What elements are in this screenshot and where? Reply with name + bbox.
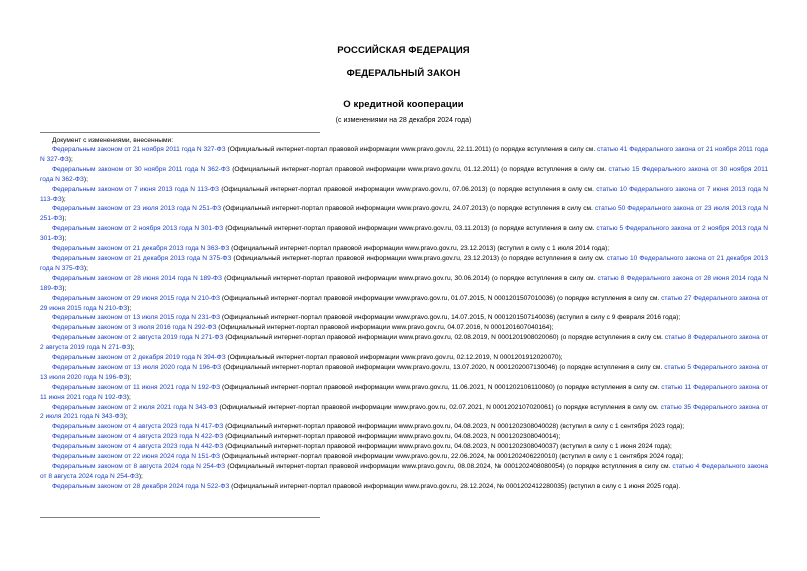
amendment-law-link[interactable]: Федеральным законом от 21 декабря 2013 года N 363-ФЗ: [52, 245, 230, 253]
amendment-publication-text: (Официальный интернет-портал правовой информации www.pravo.gov.ru, 02.08.2019, N 0001201908020060) (о порядке вступления в силу см.: [223, 334, 665, 342]
amendment-law-link[interactable]: Федеральным законом от 13 июля 2020 года N 196-ФЗ: [52, 363, 222, 371]
amendment-publication-text: (Официальный интернет-портал правовой информации www.pravo.gov.ru, 11.06.2021, N 0001202106110060) (о порядке вступления в силу см.: [220, 383, 662, 391]
amendment-closing-text: );: [138, 472, 143, 480]
amendment-item: [40, 294, 768, 314]
amendment-law-link[interactable]: Федеральным законом от 22 июня 2024 года N 151-ФЗ: [52, 453, 221, 461]
amendment-article-link[interactable]: статью 27 Федерального закона от 29 июня 2015 года N 210-ФЗ: [40, 294, 768, 312]
amendment-law-link[interactable]: Федеральным законом от 4 августа 2023 года N 417-ФЗ: [52, 423, 224, 431]
amendment-item: [40, 363, 768, 383]
amendment-article-link[interactable]: статью 5 Федерального закона от 2 ноября 2013 года N 301-ФЗ: [40, 225, 769, 243]
document-title: О кредитной кооперации: [343, 99, 464, 110]
amendment-publication-text: (Официальный интернет-портал правовой информации www.pravo.gov.ru, 01.07.2015, N 0001201507010036) (о порядке вступления в силу см.: [220, 294, 662, 302]
amendment-law-link[interactable]: Федеральным законом от 4 августа 2023 года N 442-ФЗ: [52, 443, 224, 451]
amendment-item: [40, 432, 768, 442]
amendment-item: [40, 422, 768, 432]
amendment-publication-text: (Официальный интернет-портал правовой информации www.pravo.gov.ru, 03.11.2013) (о порядке вступления в силу см.: [223, 225, 597, 233]
amendment-closing-text: );: [83, 175, 88, 183]
amendment-publication-text: (Официальный интернет-портал правовой информации www.pravo.gov.ru, 28.12.2024, № 0001202412280035) (вступил в силу с 1 июня 2025 года).: [229, 482, 681, 490]
amendment-law-link[interactable]: Федеральным законом от 2 декабря 2019 года N 394-ФЗ: [52, 354, 226, 362]
amendment-article-link[interactable]: статью 8 Федерального закона от 2 августа 2019 года N 271-ФЗ: [40, 334, 769, 352]
amendments-list: [40, 145, 768, 492]
amendment-publication-text: (Официальный интернет-портал правовой информации www.pravo.gov.ru, 23.12.2013) (вступил в силу с 1 июля 2014 года);: [229, 245, 610, 253]
amendment-closing-text: );: [62, 235, 67, 243]
amendment-closing-text: );: [126, 393, 131, 401]
amendment-law-link[interactable]: Федеральным законом от 11 июня 2021 года N 192-ФЗ: [52, 383, 221, 391]
amendment-item: [40, 313, 768, 323]
amendment-law-link[interactable]: Федеральным законом от 2 ноября 2013 года N 301-ФЗ: [52, 225, 224, 233]
amendment-law-link[interactable]: Федеральным законом от 29 июня 2015 года N 210-ФЗ: [52, 294, 221, 302]
amendment-publication-text: (Официальный интернет-портал правовой информации www.pravo.gov.ru, 30.06.2014) (о порядке вступления в силу см.: [222, 274, 598, 282]
amendment-item: [40, 254, 768, 274]
amendment-article-link[interactable]: статью 50 Федерального закона от 23 июля 2013 года N 251-ФЗ: [40, 205, 768, 223]
amendment-article-link[interactable]: статью 5 Федерального закона от 13 июля 2020 года N 196-ФЗ: [40, 363, 769, 381]
amendment-article-link[interactable]: статью 11 Федерального закона от 11 июня 2021 года N 192-ФЗ: [40, 383, 768, 401]
amendment-article-link[interactable]: статью 4 Федерального закона от 8 августа 2024 года N 254-ФЗ: [40, 463, 769, 480]
amendment-closing-text: );: [61, 195, 66, 203]
amendment-article-link[interactable]: статью 10 Федерального закона от 7 июня 2013 года N 113-ФЗ: [40, 185, 769, 203]
amendment-publication-text: (Официальный интернет-портал правовой информации www.pravo.gov.ru, 01.12.2011) (о порядке вступления в силу см.: [229, 165, 609, 173]
amendment-item: [40, 224, 768, 244]
amendment-publication-text: (Официальный интернет-портал правовой информации www.pravo.gov.ru, 04.08.2023, N 0001202308040037) (вступил в силу с 1 июня 2024 года);: [223, 443, 672, 451]
amendment-item: [40, 244, 768, 254]
amendment-closing-text: );: [62, 215, 67, 223]
amendment-publication-text: (Официальный интернет-портал правовой информации www.pravo.gov.ru, 23.12.2013) (о порядке вступления в силу см.: [231, 254, 607, 262]
amendment-item: [40, 274, 768, 294]
amendment-law-link[interactable]: Федеральным законом от 3 июля 2016 года N 292-ФЗ: [52, 324, 217, 332]
amendment-item: [40, 165, 768, 185]
amendment-item: [40, 462, 768, 482]
amendment-item: [40, 353, 768, 363]
amendment-item: [40, 442, 768, 452]
amendment-publication-text: (Официальный интернет-портал правовой информации www.pravo.gov.ru, 04.08.2023, N 0001202308040014);: [223, 433, 561, 441]
amendment-item: [40, 482, 768, 492]
amendment-law-link[interactable]: Федеральным законом от 2 августа 2019 года N 271-ФЗ: [52, 334, 224, 342]
amendment-closing-text: );: [127, 373, 132, 381]
revision-note: (с изменениями на 28 декабря 2024 года): [335, 117, 472, 124]
amendment-publication-text: (Официальный интернет-портал правовой информации www.pravo.gov.ru, 07.06.2013) (о порядке вступления в силу см.: [219, 185, 597, 193]
amendment-publication-text: (Официальный интернет-портал правовой информации www.pravo.gov.ru, 24.07.2013) (о порядке вступления в силу см.: [221, 205, 595, 213]
top-divider: [40, 132, 320, 133]
amendment-law-link[interactable]: Федеральным законом от 30 ноября 2011 года N 362-ФЗ: [52, 165, 230, 173]
amendment-publication-text: (Официальный интернет-портал правовой информации www.pravo.gov.ru, 02.07.2021, N 0001202107020061) (о порядке вступления в силу см.: [217, 403, 661, 411]
amendment-closing-text: );: [123, 413, 128, 421]
amendment-closing-text: );: [68, 155, 73, 163]
amendment-item: [40, 403, 768, 423]
amendment-item: [40, 452, 768, 462]
amendment-article-link[interactable]: статью 15 Федерального закона от 30 ноября 2011 года N 362-ФЗ: [40, 165, 768, 183]
amendment-closing-text: );: [127, 304, 132, 312]
amendment-law-link[interactable]: Федеральным законом от 21 ноября 2011 года N 327-ФЗ: [52, 146, 226, 153]
amendment-law-link[interactable]: Федеральным законом от 8 августа 2024 года N 254-ФЗ: [52, 463, 226, 470]
amendment-law-link[interactable]: Федеральным законом от 7 июня 2013 года N 113-ФЗ: [52, 185, 219, 193]
amendment-publication-text: (Официальный интернет-портал правовой информации www.pravo.gov.ru, 04.08.2023, N 0001202308040028) (вступил в силу с 1 сентября 2023 года);: [223, 423, 685, 431]
amendment-law-link[interactable]: Федеральным законом от 4 августа 2023 года N 422-ФЗ: [52, 433, 224, 441]
amendment-closing-text: );: [83, 264, 88, 272]
amendment-publication-text: (Официальный интернет-портал правовой информации www.pravo.gov.ru, 22.11.2011) (о порядке вступления в силу см.: [225, 146, 598, 153]
document-type-heading: ФЕДЕРАЛЬНЫЙ ЗАКОН: [346, 68, 461, 79]
amendment-item: [40, 323, 768, 333]
amendment-article-link[interactable]: статью 41 Федерального закона от 21 ноября 2011 года N 327-ФЗ: [40, 146, 768, 163]
amendment-law-link[interactable]: Федеральным законом от 28 декабря 2024 года N 522-ФЗ: [52, 482, 230, 490]
amendment-publication-text: (Официальный интернет-портал правовой информации www.pravo.gov.ru, 22.06.2024, № 0001202406220010) (вступил в силу с 1 сентября 2024 года);: [220, 453, 684, 461]
amendments-intro: Документ с изменениями, внесенными:: [52, 137, 174, 144]
amendment-law-link[interactable]: Федеральным законом от 28 июня 2014 года N 189-ФЗ: [52, 274, 223, 282]
amendment-item: [40, 145, 768, 165]
amendment-item: [40, 185, 768, 205]
bottom-divider: [40, 517, 320, 518]
amendment-article-link[interactable]: статью 8 Федерального закона от 28 июня 2014 года N 189-ФЗ: [40, 274, 768, 292]
amendment-publication-text: (Официальный интернет-портал правовой информации www.pravo.gov.ru, 02.12.2019, N 0001201912020070);: [225, 354, 563, 362]
amendment-closing-text: );: [62, 284, 67, 292]
amendment-article-link[interactable]: статью 10 Федерального закона от 21 декабря 2013 года N 375-ФЗ: [40, 254, 768, 272]
amendment-law-link[interactable]: Федеральным законом от 21 декабря 2013 года N 375-ФЗ: [52, 254, 232, 262]
amendment-item: [40, 333, 768, 353]
amendment-item: [40, 204, 768, 224]
amendment-publication-text: (Официальный интернет-портал правовой информации www.pravo.gov.ru, 04.07.2016, N 0001201607040164);: [216, 324, 554, 332]
amendment-publication-text: (Официальный интернет-портал правовой информации www.pravo.gov.ru, 08.08.2024, № 0001202408080054) (о порядке вступления в силу см.: [225, 463, 673, 470]
amendment-item: [40, 383, 768, 403]
amendment-law-link[interactable]: Федеральным законом от 23 июля 2013 года N 251-ФЗ: [52, 205, 222, 213]
amendment-article-link[interactable]: статью 35 Федерального закона от 2 июля 2021 года N 343-ФЗ: [40, 403, 768, 421]
amendment-publication-text: (Официальный интернет-портал правовой информации www.pravo.gov.ru, 13.07.2020, N 0001202007130046) (о порядке вступления в силу см.: [221, 363, 665, 371]
amendment-closing-text: );: [130, 344, 135, 352]
amendment-law-link[interactable]: Федеральным законом от 13 июля 2015 года N 231-ФЗ: [52, 314, 221, 322]
amendment-publication-text: (Официальный интернет-портал правовой информации www.pravo.gov.ru, 14.07.2015, N 0001201507140036) (вступил в силу с 9 февраля 2016 года);: [220, 314, 681, 322]
country-heading: РОССИЙСКАЯ ФЕДЕРАЦИЯ: [337, 45, 470, 56]
amendment-law-link[interactable]: Федеральным законом от 2 июля 2021 года N 343-ФЗ: [52, 403, 218, 411]
